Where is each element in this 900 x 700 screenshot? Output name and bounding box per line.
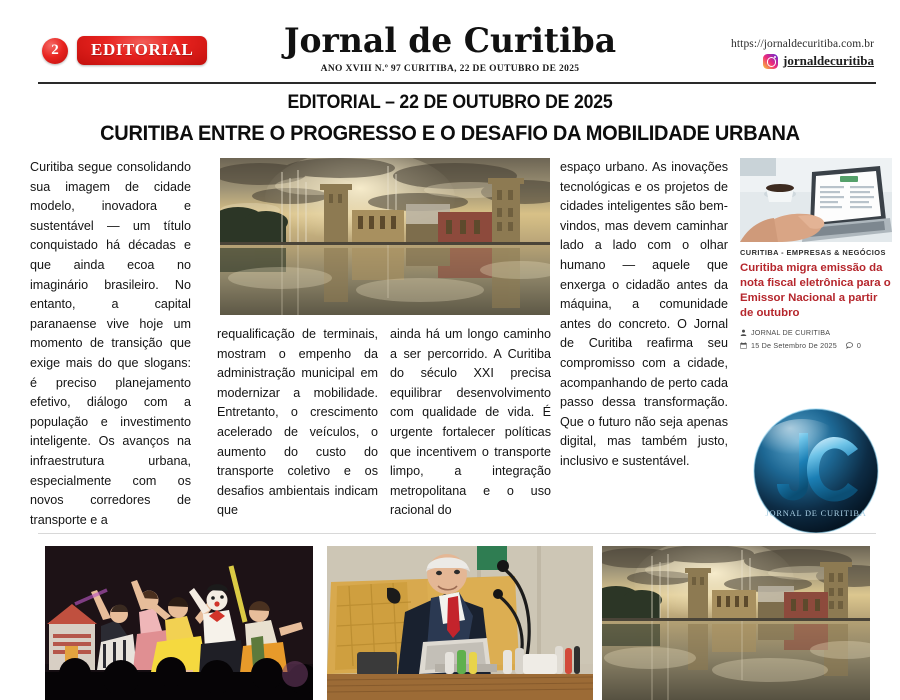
editorial-kicker: EDITORIAL – 22 DE OUTUBRO DE 2025	[287, 92, 613, 113]
sidebar-author-label: JORNAL DE CURITIBA	[751, 328, 831, 337]
comment-icon	[846, 342, 853, 349]
masthead	[0, 0, 900, 86]
lead-photo	[220, 158, 550, 315]
article-paragraph: espaço urbano. As inovações tecnológicas e os projetos de cidades inteligentes são bem-vindos, mas devem caminhar lado a lado com o olhar humano — aquele que enxerga o cidadão antes da máquina, a comunidade antes do concreto. O Jornal de Curitiba reafirma seu compromisso com a cidade, acompanhando de perto cada passo dessa transformação. Que o futuro não seja apenas digital, mas também justo, inclusivo e sustentável.	[560, 160, 728, 468]
sidebar	[740, 158, 892, 538]
pedreira-photo-graphic	[602, 546, 870, 700]
lead-photo-graphic	[220, 158, 550, 315]
article-column-4	[560, 158, 728, 530]
website-url[interactable]: https://jornaldecuritiba.com.br	[731, 38, 874, 50]
instagram-handle-label: jornaldecuritiba	[783, 53, 874, 68]
instagram-link[interactable]	[731, 53, 874, 69]
court-photo-graphic	[327, 546, 593, 700]
article-headline: CURITIBA ENTRE O PROGRESSO E O DESAFIO DA MOBILIDADE URBANA	[100, 121, 800, 145]
bottom-photo-strip	[0, 540, 900, 700]
page-title: Jornal de Curitiba	[283, 21, 617, 61]
calendar-icon	[740, 342, 747, 349]
masthead-contact-block	[731, 38, 874, 69]
article-paragraph: Curitiba segue consolidando sua imagem de cidade modelo, inovadora e sustentável — um título conquistado há décadas e que ainda ecoa no imaginário brasileiro. No entanto, a capital paranaense vive hoje um momento de transição que exige mais do que slogans: é preciso planejamento efetivo, diálogo com a população e investimento inteligente. Os avanços na infraestrutura urbana, especialmente com os novos corredores de transporte e a	[30, 160, 191, 527]
sidebar-article-photo	[740, 158, 892, 242]
sidebar-comment-count: 0	[856, 341, 862, 350]
theatre-photo-graphic	[45, 546, 313, 700]
bottom-photo-theatre	[45, 546, 313, 700]
sidebar-photo-graphic	[740, 158, 892, 242]
jc-logo-subtext: JORNAL DE CURITIBA	[765, 509, 867, 518]
bottom-photo-court	[327, 546, 593, 700]
sidebar-date-row	[740, 341, 892, 350]
instagram-icon	[763, 54, 778, 69]
section-label-badge: EDITORIAL	[77, 36, 207, 65]
article-column-2	[217, 325, 378, 530]
page-number-badge: 2	[42, 38, 68, 64]
article-paragraph: requalificação de terminais, mostram o empenho da administração municipal em modernizar a mobilidade. Entretanto, o crescimento acelerado de veículos, o aumento do custo do transporte coletivo e os desafios ambientais indicam que	[217, 327, 378, 518]
sidebar-article-title[interactable]: Curitiba migra emissão da nota fiscal eletrônica para o Emissor Nacional a partir de outubro	[740, 262, 891, 319]
jc-logo-graphic	[746, 401, 886, 541]
masthead-edition-line: ANO XVIII N.º 97 CURITIBA, 22 DE OUTUBRO DE 2025	[320, 63, 580, 74]
sidebar-author-row	[740, 328, 892, 337]
author-icon	[740, 329, 747, 336]
article-column-3	[390, 325, 551, 530]
bottom-divider	[38, 533, 876, 534]
bottom-photo-pedreira	[602, 546, 870, 700]
sidebar-date-label: 15 De Setembro De 2025	[751, 341, 837, 350]
sidebar-category-label: CURITIBA - EMPRESAS & NEGÓCIOS	[740, 248, 886, 257]
masthead-divider	[38, 82, 876, 84]
article-column-1	[30, 158, 191, 530]
headline-block	[30, 92, 870, 146]
jc-logo	[746, 401, 886, 541]
article-paragraph: ainda há um longo caminho a ser percorrido. A Curitiba do século XXI precisa equilibrar desenvolvimento com qualidade de vida. É urgente fortalecer políticas que incentivem o transporte limpo, a integração metropolitana e o uso racional do	[390, 327, 551, 518]
article-body	[30, 158, 736, 530]
